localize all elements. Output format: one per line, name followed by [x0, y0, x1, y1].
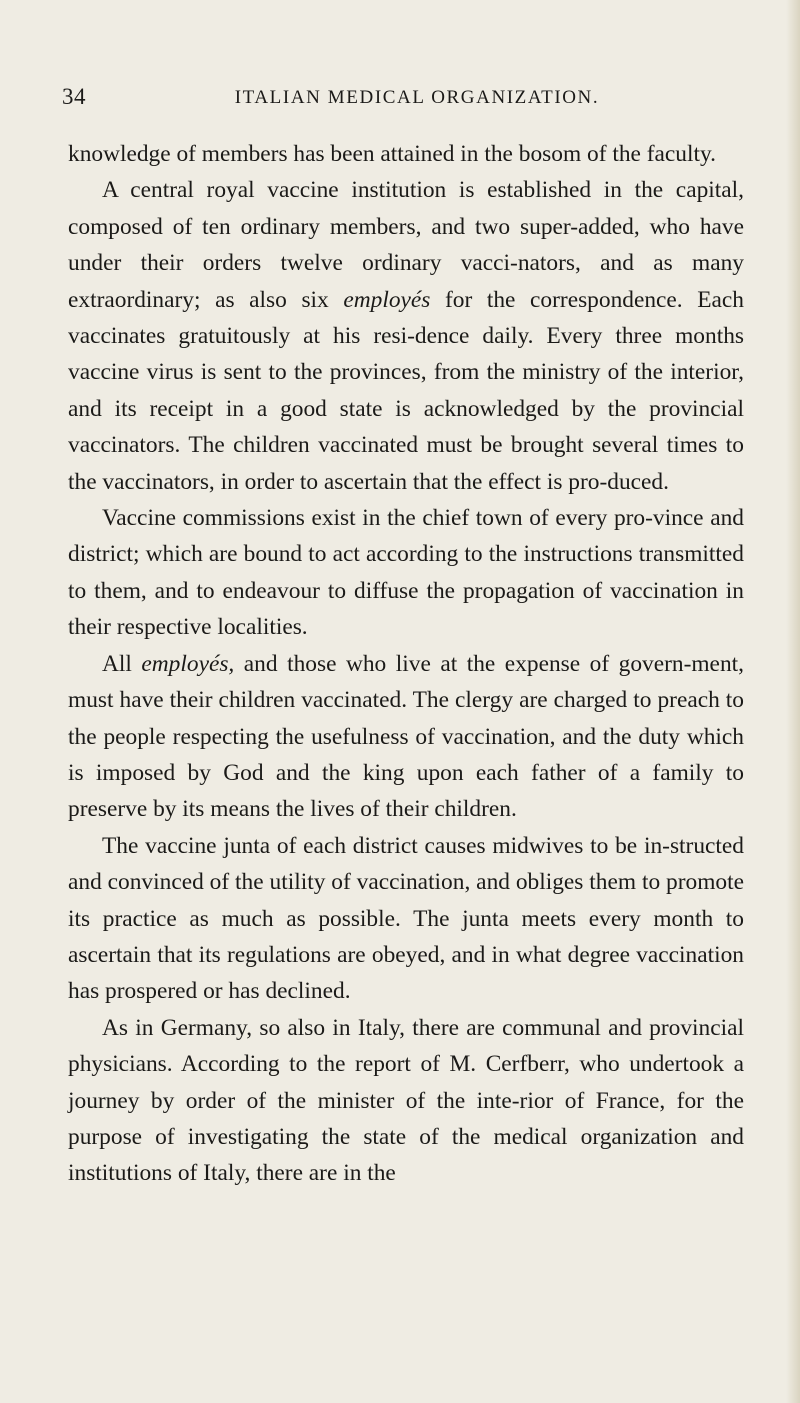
paragraph-continued: knowledge of members has been attained in the bosom of the faculty.: [68, 141, 717, 167]
paragraph-text: All: [102, 650, 142, 677]
paragraph-vaccine-junta: The vaccine junta of each district causes midwives to be in-structed and convinced of the utility of vaccination, and obliges them to promote its practice as much as possible. The junta meets every month to ascertain that its regulations are obeyed, and in what degree vaccination has prospered or has declined.: [68, 832, 744, 1005]
paragraph-physicians: As in Germany, so also in Italy, there are communal and provincial physicians. According to the report of M. Cerfberr, who undertook a journey by order of the minister of the inte-rior of France, for the purpose of investigating the state of the medical organization and institutions of Italy, there are in the: [68, 1014, 744, 1187]
paragraph-vaccine-commissions: Vaccine commissions exist in the chief town of every pro-vince and district; which are bound to act according to the instructions transmitted to them, and to endeavour to diffuse the propagation of vaccination in their respective localities.: [68, 505, 744, 641]
italic-term: employés: [343, 286, 431, 313]
page-number: 34: [62, 84, 86, 109]
running-head: ITALIAN MEDICAL ORGANIZATION.: [234, 87, 600, 108]
italic-term: employés,: [141, 650, 235, 677]
paragraph-vaccine-institution: [68, 172, 744, 500]
body-text: [68, 136, 744, 1192]
paragraph-text: for the correspondence. Each vaccinates gratuitously at his resi-dence daily. Every three months vaccine virus is sent to the provinces, from the ministry of the interior, and its receipt in a good state is acknowledged by the provincial vaccinators. The children vaccinated must be brought several times to the vaccinators, in order to ascertain that the effect is pro-duced.: [68, 286, 744, 495]
paragraph-text: A central royal vaccine institution is established in the capital, composed of ten ordinary members, and two super-added, who have under their orders twelve ordinary vacci-nators, and as many extraordinary; as also six: [68, 177, 744, 313]
page-header: [62, 84, 742, 118]
page-edge-shadow: [786, 0, 800, 1403]
paragraph-employes: [68, 646, 744, 828]
paragraph-text: and those who live at the expense of govern-ment, must have their children vaccinated. The clergy are charged to preach to the people respecting the usefulness of vaccination, and the duty which is imposed by God and the king upon each father of a family to preserve by its means the lives of their children.: [68, 650, 744, 823]
